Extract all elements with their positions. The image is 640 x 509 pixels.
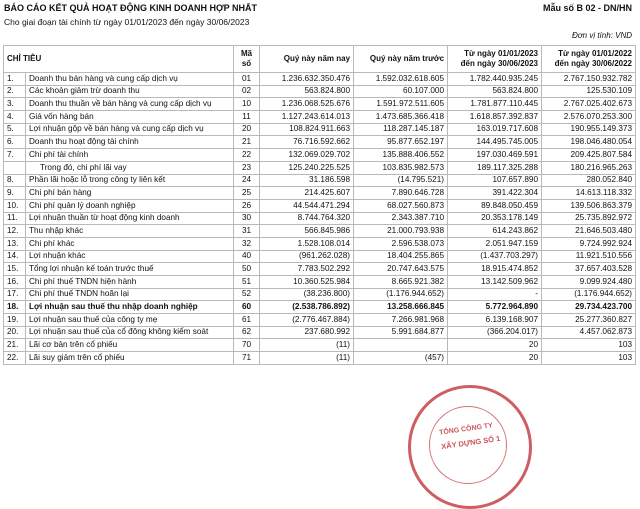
row-item-name: Lợi nhuận thuần từ hoạt động kinh doanh bbox=[26, 212, 234, 225]
table-row bbox=[4, 326, 636, 339]
row-ytd-this: 1.781.877.110.445 bbox=[448, 98, 542, 111]
row-code: 51 bbox=[234, 276, 260, 289]
row-item-name: Lợi nhuận sau thuế của công ty mẹ bbox=[26, 314, 234, 327]
form-code: Mẫu số B 02 - DN/HN bbox=[542, 3, 632, 13]
row-q-prev: (457) bbox=[354, 352, 448, 365]
row-ytd-prev: 2.576.070.253.300 bbox=[542, 111, 636, 124]
row-index: 13. bbox=[4, 237, 26, 250]
stamp-text-top: TỔNG CÔNG TY bbox=[438, 422, 494, 437]
row-ytd-prev: 37.657.403.528 bbox=[542, 263, 636, 276]
row-index: 6. bbox=[4, 136, 26, 149]
row-ytd-prev: 209.425.807.584 bbox=[542, 149, 636, 162]
row-ytd-prev: 14.613.118.332 bbox=[542, 187, 636, 200]
row-index: 9. bbox=[4, 187, 26, 200]
table-row bbox=[4, 237, 636, 250]
row-index bbox=[4, 161, 26, 174]
row-q-this: 31.186.598 bbox=[260, 174, 354, 187]
row-index: 22. bbox=[4, 352, 26, 365]
row-ytd-prev: 2.767.150.932.782 bbox=[542, 73, 636, 86]
row-ytd-this: 13.142.509.962 bbox=[448, 276, 542, 289]
row-index: 20. bbox=[4, 326, 26, 339]
row-q-prev bbox=[354, 339, 448, 352]
row-q-prev: 5.991.684.877 bbox=[354, 326, 448, 339]
row-q-this: 7.783.502.292 bbox=[260, 263, 354, 276]
row-q-prev: (14.795.521) bbox=[354, 174, 448, 187]
row-ytd-this: 20 bbox=[448, 352, 542, 365]
row-q-this: (961.262.028) bbox=[260, 250, 354, 263]
row-item-name: Các khoản giảm trừ doanh thu bbox=[26, 85, 234, 98]
row-q-this: 563.824.800 bbox=[260, 85, 354, 98]
row-ytd-prev: 25.735.892.972 bbox=[542, 212, 636, 225]
row-index: 8. bbox=[4, 174, 26, 187]
row-code: 25 bbox=[234, 187, 260, 200]
row-code: 22 bbox=[234, 149, 260, 162]
row-index: 12. bbox=[4, 225, 26, 238]
row-index: 14. bbox=[4, 250, 26, 263]
table-row bbox=[4, 263, 636, 276]
row-code: 70 bbox=[234, 339, 260, 352]
row-index: 7. bbox=[4, 149, 26, 162]
row-item-name: Chi phí thuế TNDN hoãn lại bbox=[26, 288, 234, 301]
row-ytd-this: 189.117.325.288 bbox=[448, 161, 542, 174]
table-row bbox=[4, 187, 636, 200]
row-q-this: 237.680.992 bbox=[260, 326, 354, 339]
row-item-name: Doanh thu thuần về bán hàng và cung cấp dịch vụ bbox=[26, 98, 234, 111]
table-row bbox=[4, 250, 636, 263]
row-ytd-this: 1.782.440.935.245 bbox=[448, 73, 542, 86]
row-ytd-this: (1.437.703.297) bbox=[448, 250, 542, 263]
row-code: 10 bbox=[234, 98, 260, 111]
col-header-ytd-this: Từ ngày 01/01/2023 đến ngày 30/06/2023 bbox=[448, 46, 542, 73]
row-index: 10. bbox=[4, 199, 26, 212]
row-item-name: Lãi suy giảm trên cổ phiếu bbox=[26, 352, 234, 365]
row-code: 26 bbox=[234, 199, 260, 212]
row-q-prev: 20.747.643.575 bbox=[354, 263, 448, 276]
row-q-this: 566.845.986 bbox=[260, 225, 354, 238]
table-row bbox=[4, 212, 636, 225]
row-q-prev: 60.107.000 bbox=[354, 85, 448, 98]
row-q-this: 1.236.632.350.476 bbox=[260, 73, 354, 86]
row-item-name: Phần lãi hoặc lỗ trong công ty liên kết bbox=[26, 174, 234, 187]
currency-unit: Đơn vị tính: VND bbox=[572, 31, 632, 40]
row-ytd-prev: (1.176.944.652) bbox=[542, 288, 636, 301]
row-code: 71 bbox=[234, 352, 260, 365]
row-code: 02 bbox=[234, 85, 260, 98]
row-q-prev: 21.000.793.938 bbox=[354, 225, 448, 238]
row-ytd-this: 20.353.178.149 bbox=[448, 212, 542, 225]
row-code: 50 bbox=[234, 263, 260, 276]
row-ytd-this: 18.915.474.852 bbox=[448, 263, 542, 276]
row-index: 5. bbox=[4, 123, 26, 136]
row-ytd-prev: 190.955.149.373 bbox=[542, 123, 636, 136]
row-ytd-this: (366.204.017) bbox=[448, 326, 542, 339]
row-ytd-this: - bbox=[448, 288, 542, 301]
row-index: 3. bbox=[4, 98, 26, 111]
row-index: 4. bbox=[4, 111, 26, 124]
row-ytd-prev: 25.277.360.827 bbox=[542, 314, 636, 327]
table-row bbox=[4, 161, 636, 174]
row-item-name: Chi phí bán hàng bbox=[26, 187, 234, 200]
table-header-row bbox=[4, 46, 636, 73]
row-q-prev: 103.835.982.573 bbox=[354, 161, 448, 174]
row-ytd-this: 1.618.857.392.837 bbox=[448, 111, 542, 124]
row-q-prev: 68.027.560.873 bbox=[354, 199, 448, 212]
row-index: 21. bbox=[4, 339, 26, 352]
row-index: 19. bbox=[4, 314, 26, 327]
table-row bbox=[4, 85, 636, 98]
row-item-name: Lợi nhuận sau thuế của cổ đông không kiểm soát bbox=[26, 326, 234, 339]
row-item-name: Lợi nhuận gộp về bán hàng và cung cấp dịch vụ bbox=[26, 123, 234, 136]
table-row bbox=[4, 98, 636, 111]
row-ytd-prev: 103 bbox=[542, 339, 636, 352]
row-index: 17. bbox=[4, 288, 26, 301]
row-code: 32 bbox=[234, 237, 260, 250]
row-item-name: Chi phí quản lý doanh nghiệp bbox=[26, 199, 234, 212]
row-q-prev: 18.404.255.865 bbox=[354, 250, 448, 263]
row-ytd-this: 197.030.469.591 bbox=[448, 149, 542, 162]
row-item-name: Chi phí thuế TNDN hiện hành bbox=[26, 276, 234, 289]
row-ytd-this: 563.824.800 bbox=[448, 85, 542, 98]
row-item-name: Lợi nhuận sau thuế thu nhập doanh nghiệp bbox=[26, 301, 234, 314]
row-ytd-prev: 21.646.503.480 bbox=[542, 225, 636, 238]
row-item-name: Chi phí tài chính bbox=[26, 149, 234, 162]
row-code: 01 bbox=[234, 73, 260, 86]
row-item-name: Lợi nhuận khác bbox=[26, 250, 234, 263]
table-row bbox=[4, 149, 636, 162]
row-q-prev: 118.287.145.187 bbox=[354, 123, 448, 136]
row-ytd-this: 144.495.745.005 bbox=[448, 136, 542, 149]
row-q-prev: 1.473.685.366.418 bbox=[354, 111, 448, 124]
table-row bbox=[4, 199, 636, 212]
col-header-q-prev: Quý này năm trước bbox=[354, 46, 448, 73]
row-q-this: 132.069.029.702 bbox=[260, 149, 354, 162]
col-header-ytd-prev: Từ ngày 01/01/2022 đến ngày 30/06/2022 bbox=[542, 46, 636, 73]
row-q-prev: 135.888.406.552 bbox=[354, 149, 448, 162]
row-q-prev: 7.266.981.968 bbox=[354, 314, 448, 327]
table-row bbox=[4, 339, 636, 352]
row-q-this: 125.240.225.525 bbox=[260, 161, 354, 174]
row-q-prev: 1.591.972.511.605 bbox=[354, 98, 448, 111]
row-q-this: (11) bbox=[260, 352, 354, 365]
row-ytd-this: 107.657.890 bbox=[448, 174, 542, 187]
table-row bbox=[4, 174, 636, 187]
row-item-name: Doanh thu hoạt động tài chính bbox=[26, 136, 234, 149]
row-code: 40 bbox=[234, 250, 260, 263]
row-ytd-prev: 198.046.480.054 bbox=[542, 136, 636, 149]
row-item-name: Chi phí khác bbox=[26, 237, 234, 250]
stamp-inner-ring bbox=[429, 406, 507, 484]
row-code: 30 bbox=[234, 212, 260, 225]
row-ytd-prev: 29.734.423.700 bbox=[542, 301, 636, 314]
table-row bbox=[4, 276, 636, 289]
row-q-this: (2.776.467.884) bbox=[260, 314, 354, 327]
row-q-prev: 2.343.387.710 bbox=[354, 212, 448, 225]
row-item-name: Thu nhập khác bbox=[26, 225, 234, 238]
col-header-code: Mã số bbox=[234, 46, 260, 73]
row-code: 60 bbox=[234, 301, 260, 314]
stamp-text-bottom: XÂY DỰNG SỐ 1 bbox=[440, 433, 501, 452]
row-ytd-prev: 103 bbox=[542, 352, 636, 365]
table-row bbox=[4, 136, 636, 149]
row-item-name: Giá vốn hàng bán bbox=[26, 111, 234, 124]
table-row bbox=[4, 301, 636, 314]
row-item-name: Lãi cơ bản trên cổ phiếu bbox=[26, 339, 234, 352]
row-q-prev: 7.890.646.728 bbox=[354, 187, 448, 200]
row-q-prev: (1.176.944.652) bbox=[354, 288, 448, 301]
row-q-this: (11) bbox=[260, 339, 354, 352]
table-row bbox=[4, 352, 636, 365]
row-item-name: Doanh thu bán hàng và cung cấp dịch vụ bbox=[26, 73, 234, 86]
row-ytd-this: 391.422.304 bbox=[448, 187, 542, 200]
row-ytd-prev: 139.506.863.379 bbox=[542, 199, 636, 212]
table-row bbox=[4, 73, 636, 86]
row-ytd-prev: 280.052.840 bbox=[542, 174, 636, 187]
row-ytd-this: 89.848.050.459 bbox=[448, 199, 542, 212]
row-ytd-this: 163.019.717.608 bbox=[448, 123, 542, 136]
row-q-prev: 2.596.538.073 bbox=[354, 237, 448, 250]
row-q-this: 10.360.525.984 bbox=[260, 276, 354, 289]
row-q-this: (38.236.800) bbox=[260, 288, 354, 301]
table-row bbox=[4, 111, 636, 124]
col-header-q-this: Quý này năm nay bbox=[260, 46, 354, 73]
col-header-item: CHỈ TIÊU bbox=[4, 46, 234, 73]
row-code: 21 bbox=[234, 136, 260, 149]
row-q-prev: 13.258.666.845 bbox=[354, 301, 448, 314]
row-index: 2. bbox=[4, 85, 26, 98]
row-code: 62 bbox=[234, 326, 260, 339]
row-ytd-prev: 125.530.109 bbox=[542, 85, 636, 98]
row-index: 18. bbox=[4, 301, 26, 314]
row-q-this: 76.716.592.662 bbox=[260, 136, 354, 149]
table-row bbox=[4, 288, 636, 301]
row-q-prev: 1.592.032.618.605 bbox=[354, 73, 448, 86]
row-q-this: 1.236.068.525.676 bbox=[260, 98, 354, 111]
row-code: 23 bbox=[234, 161, 260, 174]
row-code: 31 bbox=[234, 225, 260, 238]
table-row bbox=[4, 123, 636, 136]
row-ytd-prev: 2.767.025.402.673 bbox=[542, 98, 636, 111]
row-ytd-prev: 11.921.510.556 bbox=[542, 250, 636, 263]
row-q-prev: 95.877.652.197 bbox=[354, 136, 448, 149]
row-q-this: 1.127.243.614.013 bbox=[260, 111, 354, 124]
row-q-this: 1.528.108.014 bbox=[260, 237, 354, 250]
table-row bbox=[4, 225, 636, 238]
row-index: 16. bbox=[4, 276, 26, 289]
row-index: 11. bbox=[4, 212, 26, 225]
row-ytd-this: 614.243.862 bbox=[448, 225, 542, 238]
row-q-this: (2.538.786.892) bbox=[260, 301, 354, 314]
row-index: 15. bbox=[4, 263, 26, 276]
row-item-name: Tổng lợi nhuận kế toán trước thuế bbox=[26, 263, 234, 276]
company-seal-stamp bbox=[408, 385, 532, 509]
row-q-prev: 8.665.921.382 bbox=[354, 276, 448, 289]
row-code: 61 bbox=[234, 314, 260, 327]
row-ytd-this: 20 bbox=[448, 339, 542, 352]
row-item-name: Trong đó, chi phí lãi vay bbox=[26, 161, 234, 174]
row-ytd-prev: 9.724.992.924 bbox=[542, 237, 636, 250]
row-index: 1. bbox=[4, 73, 26, 86]
row-ytd-prev: 180.216.965.263 bbox=[542, 161, 636, 174]
row-q-this: 214.425.607 bbox=[260, 187, 354, 200]
row-q-this: 108.824.911.663 bbox=[260, 123, 354, 136]
row-ytd-prev: 9.099.924.480 bbox=[542, 276, 636, 289]
row-q-this: 44.544.471.294 bbox=[260, 199, 354, 212]
income-statement-table bbox=[3, 45, 636, 365]
row-ytd-prev: 4.457.062.873 bbox=[542, 326, 636, 339]
row-ytd-this: 5.772.964.890 bbox=[448, 301, 542, 314]
report-title: BÁO CÁO KẾT QUẢ HOẠT ĐỘNG KINH DOANH HỢP NHẤT bbox=[4, 3, 258, 13]
row-code: 52 bbox=[234, 288, 260, 301]
row-q-this: 8.744.764.320 bbox=[260, 212, 354, 225]
table-row bbox=[4, 314, 636, 327]
row-code: 24 bbox=[234, 174, 260, 187]
row-code: 11 bbox=[234, 111, 260, 124]
row-code: 20 bbox=[234, 123, 260, 136]
row-ytd-this: 6.139.168.907 bbox=[448, 314, 542, 327]
row-ytd-this: 2.051.947.159 bbox=[448, 237, 542, 250]
report-period: Cho giai đoạn tài chính từ ngày 01/01/2023 đến ngày 30/06/2023 bbox=[4, 17, 250, 27]
